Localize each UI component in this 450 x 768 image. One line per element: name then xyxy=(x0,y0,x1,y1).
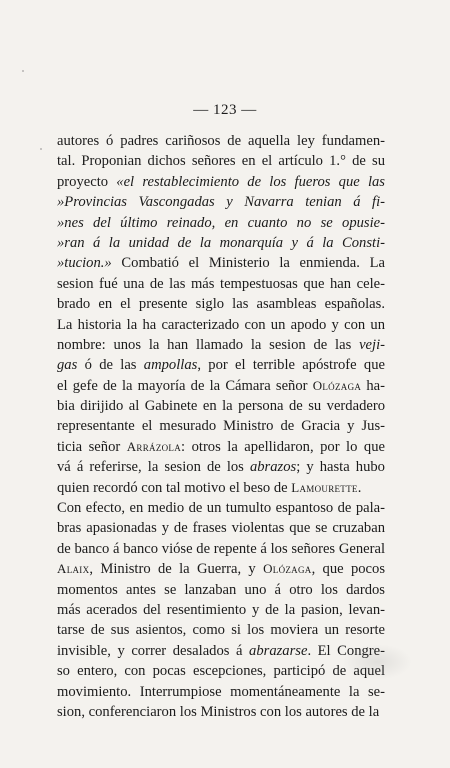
text-line: so entero, con pocas escepciones, participó de aquel xyxy=(57,663,385,680)
text-line: de banco á banco vióse de repente á los señores General xyxy=(57,540,385,557)
text-line: Alaix, Ministro de la Guerra, y Olózaga, que pocos xyxy=(57,561,385,578)
text-line: proyecto «el restablecimiento de los fueros que las xyxy=(57,173,385,190)
text-line: gas ó de las ampollas, por el terrible apóstrofe que xyxy=(57,357,385,374)
text-line: tarse de sus asientos, como si los moviera un resorte xyxy=(57,622,385,639)
paper-speck xyxy=(22,70,24,72)
text-line: ticia señor Arrázola: otros la apellidaron, por lo que xyxy=(57,438,385,455)
text-line: sesion fué una de las más tempestuosas que han cele- xyxy=(57,275,385,292)
stamp-smudge xyxy=(342,644,412,680)
text-line: »tucion.» Combatió el Ministerio la enmienda. La xyxy=(57,255,385,272)
paper-speck xyxy=(40,148,42,150)
text-line: La historia la ha caracterizado con un apodo y con un xyxy=(57,316,385,333)
text-line: autores ó padres cariñosos de aquella ley fundamen- xyxy=(57,133,385,149)
text-line: »ran á la unidad de la monarquía y á la Consti- xyxy=(57,234,385,251)
text-line: momentos antes se lanzaban uno á otro los dardos xyxy=(57,581,385,598)
text-line: sion, conferenciaron los Ministros con los autores de la xyxy=(57,703,380,720)
text-line: vá á referirse, la sesion de los abrazos; y hasta hubo xyxy=(57,459,385,476)
text-line: tal. Proponian dichos señores en el artículo 1.° de su xyxy=(57,153,385,170)
text-line: »nes del último reinado, en cuanto no se opusie- xyxy=(57,214,385,231)
text-line: el gefe de la mayoría de la Cámara señor Olózaga ha- xyxy=(57,377,385,394)
text-line: invisible, y correr desalados á abrazarse. El Congre- xyxy=(57,642,385,659)
text-line: bia dirijido al Gabinete en la persona de su verdadero xyxy=(57,398,385,415)
text-line: más acerados del resentimiento y de la pasion, levan- xyxy=(57,601,385,618)
text-line: Con efecto, en medio de un tumulto espantoso de pala- xyxy=(57,500,385,517)
text-line: movimiento. Interrumpiose momentáneamente la se- xyxy=(57,683,385,700)
text-line: bras apasionadas y de frases violentas que se cruzaban xyxy=(57,520,385,537)
text-line: representante el mesurado Ministro de Gracia y Jus- xyxy=(57,418,385,435)
text-line: »Provincias Vascongadas y Navarra tenian á fi- xyxy=(57,194,385,211)
text-line: quien recordó con tal motivo el beso de Lamourette. xyxy=(57,479,362,496)
body-text xyxy=(57,131,385,722)
text-line: nombre: unos la han llamado la sesion de las veji- xyxy=(57,336,385,353)
page-number: — 123 — xyxy=(193,102,257,118)
text-line: brado en el presente siglo las asambleas españolas. xyxy=(57,296,385,313)
